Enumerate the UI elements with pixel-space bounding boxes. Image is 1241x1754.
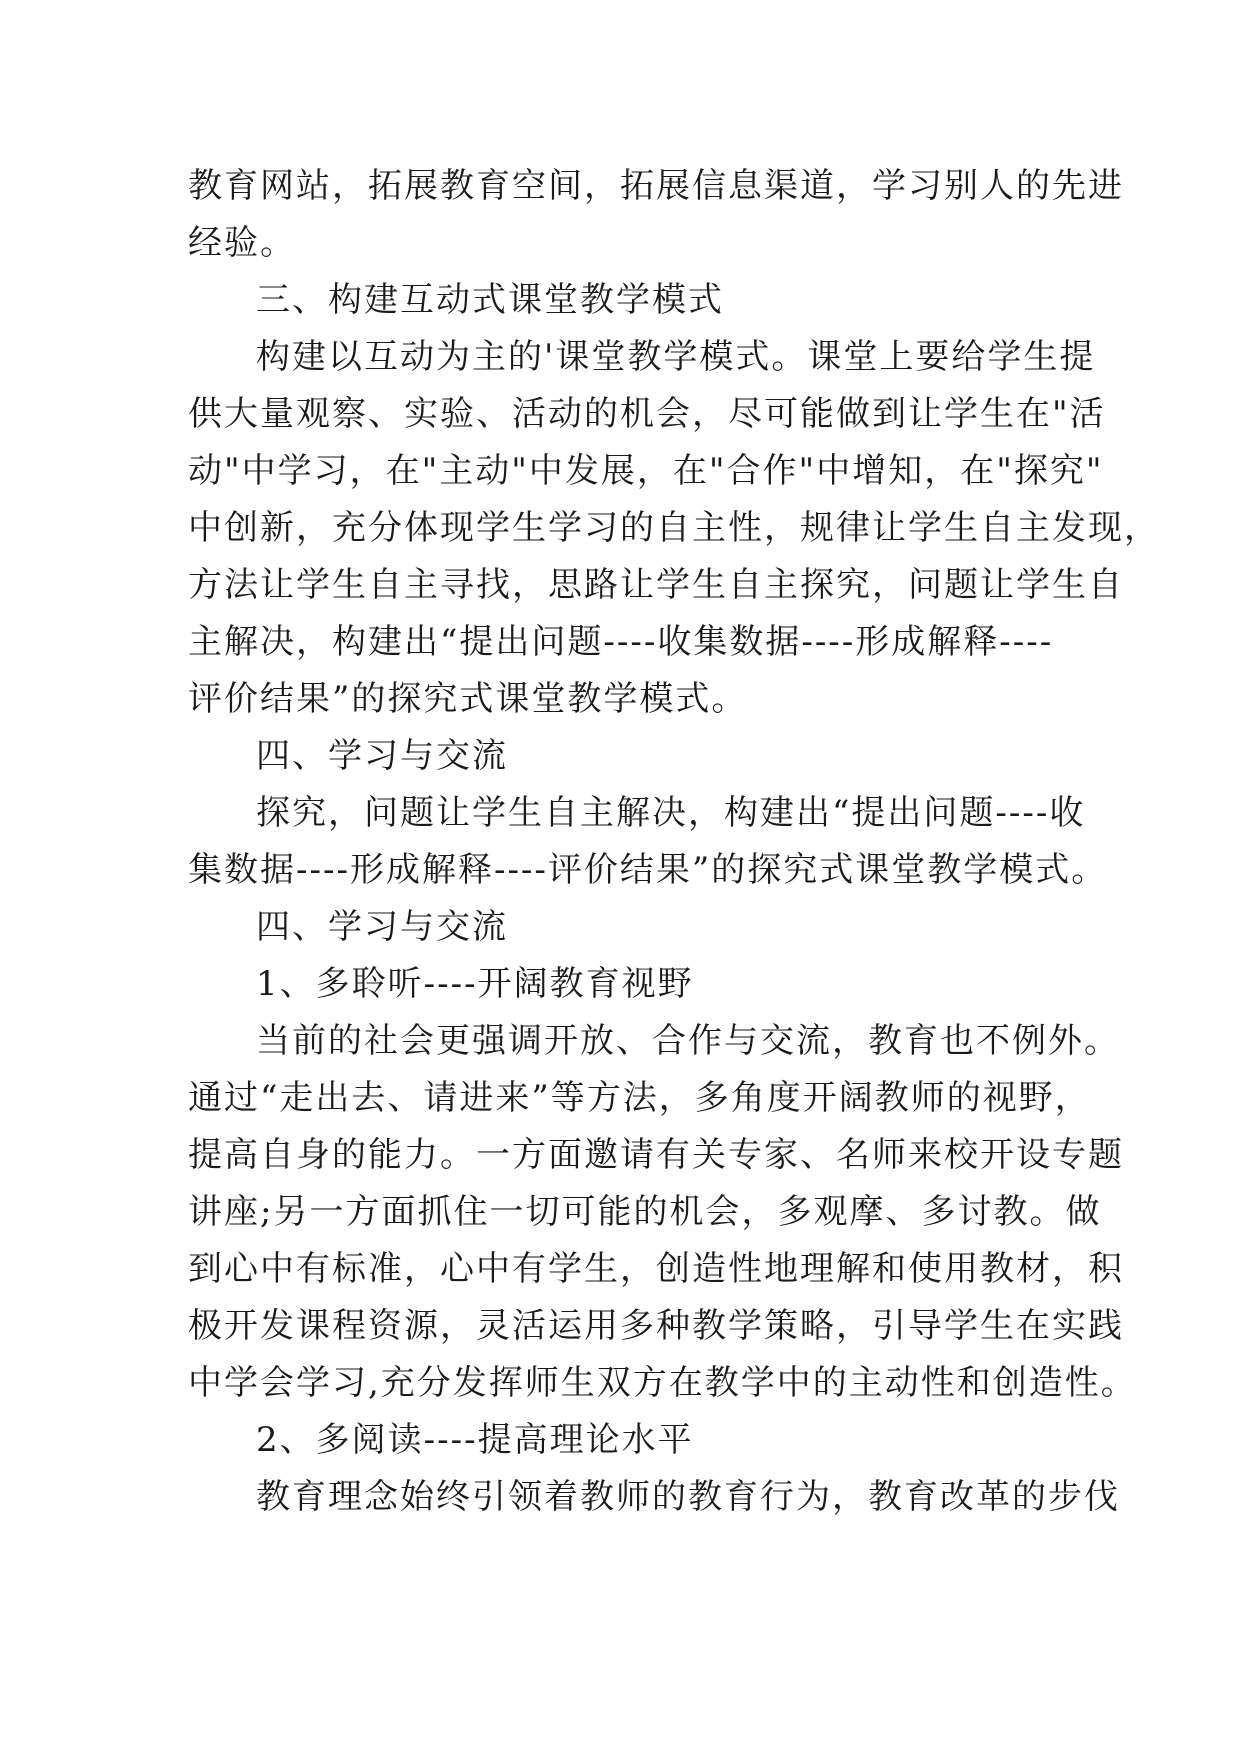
text-line: 讲座;另一方面抓住一切可能的机会，多观摩、多讨教。做 — [188, 1192, 1102, 1232]
text-line: 当前的社会更强调开放、合作与交流，教育也不例外。 — [256, 1021, 1120, 1061]
subsection-heading: 2、多阅读----提高理论水平 — [256, 1420, 694, 1460]
text-line: 评价结果”的探究式课堂教学模式。 — [188, 679, 748, 719]
text-line: 经验。 — [188, 223, 296, 263]
text-line: 教育网站，拓展教育空间，拓展信息渠道，学习别人的先进 — [188, 166, 1124, 206]
text-line: 供大量观察、实验、活动的机会，尽可能做到让学生在"活 — [188, 394, 1106, 434]
text-line: 方法让学生自主寻找，思路让学生自主探究，问题让学生自 — [188, 565, 1124, 605]
section-heading: 四、学习与交流 — [256, 907, 508, 947]
text-line: 中创新，充分体现学生学习的自主性，规律让学生自主发现， — [188, 508, 1160, 548]
text-line: 主解决，构建出“提出问题----收集数据----形成解释---- — [188, 622, 1054, 662]
subsection-heading: 1、多聆听----开阔教育视野 — [256, 964, 694, 1004]
text-line: 通过“走出去、请进来”等方法，多角度开阔教师的视野， — [188, 1078, 1091, 1118]
text-line: 提高自身的能力。一方面邀请有关专家、名师来校开设专题 — [188, 1135, 1124, 1175]
text-line: 教育理念始终引领着教师的教育行为，教育改革的步伐 — [256, 1477, 1120, 1517]
section-heading: 三、构建互动式课堂教学模式 — [256, 280, 724, 320]
text-line: 中学会学习,充分发挥师生双方在教学中的主动性和创造性。 — [188, 1363, 1137, 1403]
text-line: 探究，问题让学生自主解决，构建出“提出问题----收 — [256, 793, 1086, 833]
text-line: 动"中学习，在"主动"中发展，在"合作"中增知，在"探究" — [188, 451, 1104, 491]
document-body — [188, 158, 1160, 1526]
text-line: 构建以互动为主的'课堂教学模式。课堂上要给学生提 — [256, 337, 1096, 377]
text-line: 集数据----形成解释----评价结果”的探究式课堂教学模式。 — [188, 850, 1108, 890]
text-line: 到心中有标准，心中有学生，创造性地理解和使用教材，积 — [188, 1249, 1124, 1289]
section-heading: 四、学习与交流 — [256, 736, 508, 776]
text-line: 极开发课程资源，灵活运用多种教学策略，引导学生在实践 — [188, 1306, 1124, 1346]
